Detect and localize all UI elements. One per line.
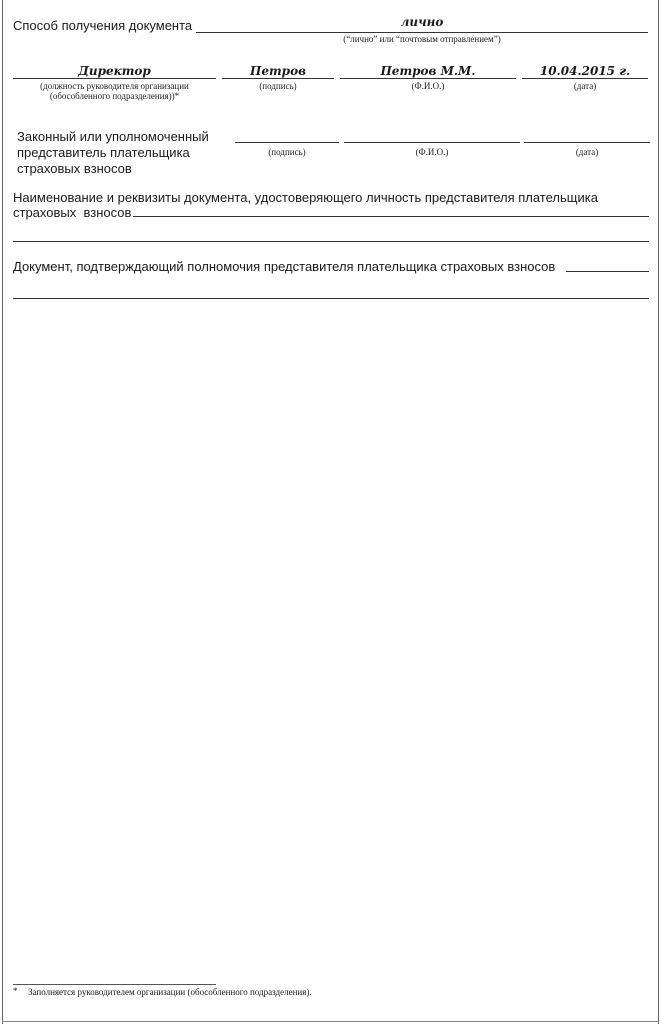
head-date-value[interactable]: 10.04.2015 г. <box>539 64 631 78</box>
page-border-right <box>658 0 659 1024</box>
authority-doc-label: Документ, подтверждающий полномочия представителя плательщика страховых взносов <box>13 259 556 274</box>
receipt-method-label: Способ получения документа <box>13 18 193 33</box>
head-date-line <box>522 78 648 79</box>
identity-doc-line-2[interactable] <box>13 241 649 242</box>
identity-doc-label-2: страховых взносов <box>13 205 132 220</box>
authority-doc-line-2[interactable] <box>13 298 649 299</box>
footnote-separator <box>13 984 216 985</box>
head-signature-value[interactable]: Петров <box>250 64 306 78</box>
page-border-left <box>2 0 3 1024</box>
representative-name-line[interactable] <box>344 142 520 143</box>
receipt-method-value[interactable]: лично <box>400 15 444 29</box>
head-position-line <box>13 78 216 79</box>
representative-label-2: представитель плательщика <box>17 145 190 160</box>
receipt-method-hint: (“лично” или “почтовым отправлением”) <box>343 34 501 44</box>
receipt-method-line <box>196 32 648 33</box>
head-position-value[interactable]: Директор <box>78 64 151 78</box>
representative-signature-line[interactable] <box>235 142 339 143</box>
footnote-text: Заполняется руководителем организации (обособленного подразделения). <box>28 987 312 997</box>
head-date-caption: (дата) <box>573 81 597 91</box>
footnote-marker: * <box>13 986 18 996</box>
representative-label-3: страховых взносов <box>17 161 132 176</box>
head-signature-line <box>222 78 334 79</box>
representative-signature-caption: (подпись) <box>268 147 306 157</box>
identity-doc-label-1: Наименование и реквизиты документа, удостоверяющего личность представителя плательщика <box>13 190 598 205</box>
head-position-caption-2: (обособленного подразделения))* <box>49 91 180 101</box>
representative-date-caption: (дата) <box>575 147 599 157</box>
representative-name-caption: (Ф.И.О.) <box>415 147 449 157</box>
page-border-bottom <box>2 1021 659 1022</box>
identity-doc-line-1[interactable] <box>133 216 649 217</box>
representative-date-line[interactable] <box>524 142 650 143</box>
head-name-value[interactable]: Петров М.М. <box>380 64 476 78</box>
head-position-caption-1: (должность руководителя организации <box>40 81 189 91</box>
authority-doc-line-1[interactable] <box>566 271 649 272</box>
representative-label-1: Законный или уполномоченный <box>17 129 209 144</box>
head-signature-caption: (подпись) <box>259 81 297 91</box>
head-name-caption: (Ф.И.О.) <box>411 81 445 91</box>
head-name-line <box>340 78 516 79</box>
